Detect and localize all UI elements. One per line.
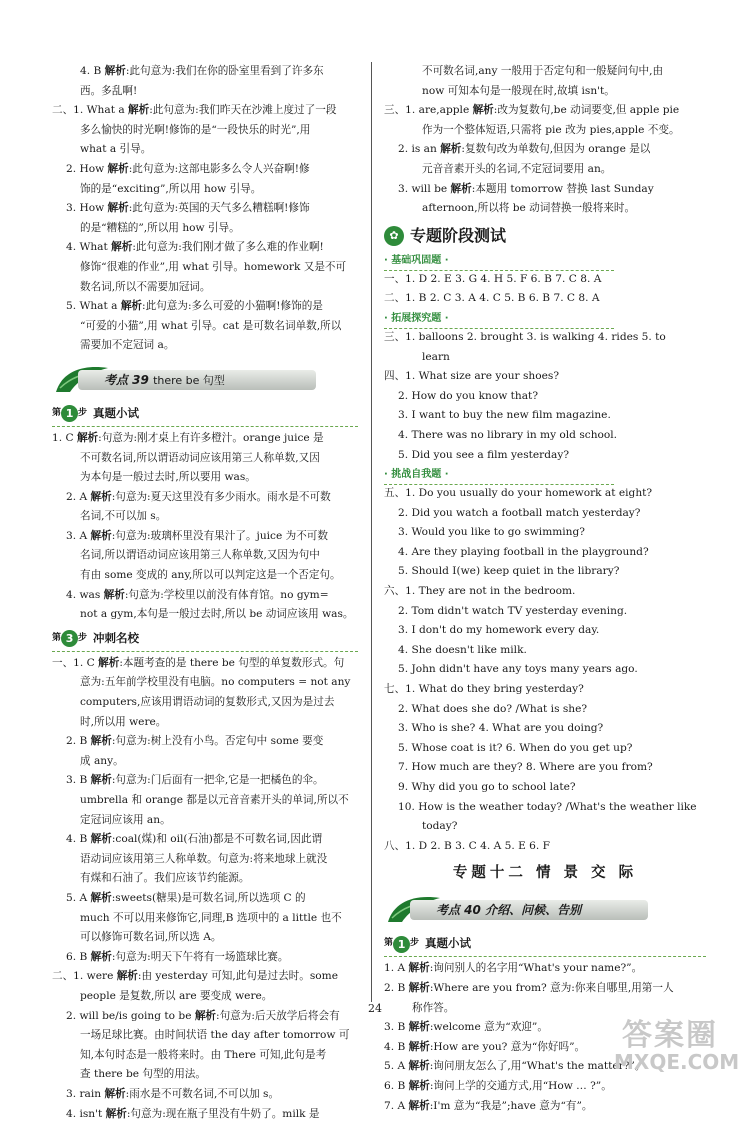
analysis-keyword: 解析	[105, 65, 126, 77]
answer-line: 二、1. were 解析:由 yesterday 可知,此句是过去时。some	[52, 967, 358, 987]
answer-line: 5. Should I(we) keep quiet in the library?	[384, 562, 706, 582]
answer-line: 5. What a 解析:此句意为:多么可爱的小猫啊!修饰的是	[52, 297, 358, 317]
step-3-suffix: 步	[78, 629, 87, 649]
answer-line: 3. will be 解析:本题用 tomorrow 替换 last Sunday	[384, 180, 706, 200]
step-3-number: 3	[61, 630, 78, 647]
answer-line: afternoon,所以将 be 动词替换一般将来时。	[384, 199, 706, 219]
answer-line: 三、1. are,apple 解析:改为复数句,be 动词要变,但 apple pie	[384, 101, 706, 121]
analysis-keyword: 解析	[409, 1041, 430, 1053]
left-step-3-answers	[52, 654, 358, 1124]
answer-line: 1. C 解析:句意为:刚才桌上有许多橙汁。orange juice 是	[52, 429, 358, 449]
answer-line: 修饰“很难的作业”,用 what 引导。homework 又是不可	[52, 258, 358, 278]
analysis-keyword: 解析	[108, 163, 129, 175]
answer-line: not a gym,本句是一般过去时,所以 be 动词应该用 was。	[52, 605, 358, 625]
challenge-subhead: · 挑战自我题 ·	[384, 465, 706, 484]
answer-line: 为本句是一般过去时,所以要用 was。	[52, 468, 358, 488]
answer-line: 称作答。	[384, 999, 706, 1019]
basic-answers	[384, 270, 706, 309]
answer-line: today?	[384, 817, 706, 837]
analysis-keyword: 解析	[104, 589, 125, 601]
analysis-keyword: 解析	[91, 774, 112, 786]
stage-test-title: 专题阶段测试	[410, 226, 506, 246]
page-number: 24	[0, 1002, 750, 1015]
topic-39-label: 考点 39	[104, 373, 149, 387]
step-3-prefix: 第	[52, 629, 61, 649]
answer-line: 4. B 解析:此句意为:我们在你的卧室里看到了许多东	[52, 62, 358, 82]
analysis-keyword: 解析	[409, 1060, 430, 1072]
step-1-number: 1	[393, 936, 410, 953]
answer-line: 的是“糟糕的”,所以用 how 引导。	[52, 219, 358, 239]
answer-line: 一、1. C 解析:本题考查的是 there be 句型的单复数形式。句	[52, 654, 358, 674]
answer-line: 饰的是“exciting”,所以用 how 引导。	[52, 180, 358, 200]
stage-test-header	[384, 223, 706, 249]
answer-line: 二、1. What a 解析:此句意为:我们昨天在沙滩上度过了一段	[52, 101, 358, 121]
answer-line: 3. Who is she? 4. What are you doing?	[384, 719, 706, 739]
answer-line: 1. A 解析:询问别人的名字用“What's your name?”。	[384, 959, 706, 979]
answer-line: 2. A 解析:句意为:夏天这里没有多少雨水。雨水是不可数	[52, 488, 358, 508]
answer-line: 名词,所以谓语动词应该用第三人称单数,又因为句中	[52, 546, 358, 566]
answer-line: learn	[384, 348, 706, 368]
topic-40-title	[436, 901, 581, 921]
answer-line: 三、1. balloons 2. brought 3. is walking 4. rides 5. to	[384, 328, 706, 348]
analysis-keyword: 解析	[91, 951, 112, 963]
answer-line: 4. isn't 解析:句意为:现在瓶子里没有牛奶了。milk 是	[52, 1105, 358, 1124]
topic-39-banner	[52, 362, 358, 396]
answer-line: 有煤和石油了。我们应该节约能源。	[52, 869, 358, 889]
analysis-keyword: 解析	[409, 1080, 430, 1092]
analysis-keyword: 解析	[409, 982, 430, 994]
answer-line: 需要加不定冠词 a。	[52, 336, 358, 356]
answer-line: 4. B 解析:coal(煤)和 oil(石油)都是不可数名词,因此谓	[52, 830, 358, 850]
answer-line: 数名词,所以不需要加冠词。	[52, 278, 358, 298]
step-1-suffix: 步	[78, 404, 87, 424]
answer-line: 一场足球比赛。由时间状语 the day after tomorrow 可	[52, 1026, 358, 1046]
topic-39-title	[104, 371, 225, 391]
extend-answers	[384, 328, 706, 465]
step-1-number: 1	[61, 405, 78, 422]
topic-40-label: 考点 40	[436, 903, 481, 917]
answer-line: 6. B 解析:句意为:明天下午将有一场篮球比赛。	[52, 948, 358, 968]
answer-line: 一、1. D 2. E 3. G 4. H 5. F 6. B 7. C 8. A	[384, 270, 706, 290]
right-top-answers	[384, 62, 706, 219]
left-column	[52, 62, 358, 1124]
answer-line: 9. Why did you go to school late?	[384, 778, 706, 798]
analysis-keyword: 解析	[111, 241, 132, 253]
answer-line: 6. B 解析:询问上学的交通方式,用“How … ?”。	[384, 1077, 706, 1097]
answer-line: 3. B 解析:句意为:门后面有一把伞,它是一把橘色的伞。	[52, 771, 358, 791]
answer-line: 7. How much are they? 8. Where are you from?	[384, 758, 706, 778]
answer-line: 2. Did you watch a football match yesterday?	[384, 504, 706, 524]
answer-line: 可以修饰可数名词,所以选 A。	[52, 928, 358, 948]
answer-line: 时,所以用 were。	[52, 713, 358, 733]
answer-line: 5. Whose coat is it? 6. When do you get up?	[384, 739, 706, 759]
analysis-keyword: 解析	[91, 530, 112, 542]
analysis-keyword: 解析	[117, 970, 138, 982]
answer-line: 六、1. They are not in the bedroom.	[384, 582, 706, 602]
watermark-logo: 答案圈 MXQE.COM	[600, 1010, 740, 1076]
basic-subhead: · 基础巩固题 ·	[384, 251, 706, 270]
extend-subhead: · 拓展探究题 ·	[384, 309, 706, 328]
answer-line: 4. was 解析:句意为:学校里以前没有体育馆。no gym=	[52, 586, 358, 606]
answer-line: 五、1. Do you usually do your homework at eight?	[384, 484, 706, 504]
analysis-keyword: 解析	[440, 143, 461, 155]
answer-line: what a 引导。	[52, 140, 358, 160]
answer-line: 2. B 解析:句意为:树上没有小鸟。否定句中 some 要变	[52, 732, 358, 752]
answer-line: 作为一个整体短语,只需将 pie 改为 pies,apple 不变。	[384, 121, 706, 141]
step-1-prefix: 第	[52, 404, 61, 424]
answer-line: 2. How do you know that?	[384, 387, 706, 407]
answer-line: 4. B 解析:How are you? 意为“你好吗”。	[384, 1038, 706, 1058]
step-1-header	[52, 404, 358, 427]
answer-line: 不可数名词,所以谓语动词应该用第三人称单数,又因	[52, 449, 358, 469]
answer-line: 3. rain 解析:雨水是不可数名词,不可以加 s。	[52, 1085, 358, 1105]
answer-line: 3. A 解析:句意为:玻璃杯里没有果汁了。juice 为不可数	[52, 527, 358, 547]
step-1-suffix: 步	[410, 934, 419, 954]
answer-line: 3. B 解析:welcome 意为“欢迎”。	[384, 1018, 706, 1038]
answer-line: 2. is an 解析:复数句改为单数句,但因为 orange 是以	[384, 140, 706, 160]
answer-line: 语动词应该用第三人称单数。句意为:将来地球上就没	[52, 850, 358, 870]
analysis-keyword: 解析	[104, 1088, 125, 1100]
topic-12-title: 专题十二 情 景 交 际	[384, 860, 706, 886]
answer-line: 2. will be/is going to be 解析:句意为:后天放学后将会有	[52, 1007, 358, 1027]
answer-line: 西。多乱啊!	[52, 82, 358, 102]
answer-line: 5. A 解析:询问朋友怎么了,用“What's the matter?”。	[384, 1057, 706, 1077]
analysis-keyword: 解析	[91, 735, 112, 747]
answer-line: now 可知本句是一般现在时,故填 isn't。	[384, 82, 706, 102]
analysis-keyword: 解析	[91, 833, 112, 845]
answer-line: 有由 some 变成的 any,所以可以判定这是一个否定句。	[52, 566, 358, 586]
answer-line: 意为:五年前学校里没有电脑。no computers = not any	[52, 673, 358, 693]
analysis-keyword: 解析	[108, 202, 129, 214]
answer-line: 元音音素开头的名词,不定冠词要用 an。	[384, 160, 706, 180]
answer-line: 5. Did you see a film yesterday?	[384, 446, 706, 466]
answer-line: 八、1. D 2. B 3. C 4. A 5. E 6. F	[384, 837, 706, 857]
analysis-keyword: 解析	[473, 104, 494, 116]
answer-line: 查 there be 句型的用法。	[52, 1065, 358, 1085]
analysis-keyword: 解析	[451, 183, 472, 195]
analysis-keyword: 解析	[195, 1010, 216, 1022]
answer-line: 多么愉快的时光啊!修饰的是“一段快乐的时光”,用	[52, 121, 358, 141]
answer-line: 5. A 解析:sweets(糖果)是可数名词,所以选项 C 的	[52, 889, 358, 909]
answer-line: people 是复数,所以 are 要变成 were。	[52, 987, 358, 1007]
answer-line: 2. Tom didn't watch TV yesterday evening.	[384, 602, 706, 622]
answer-line: 名词,不可以加 s。	[52, 507, 358, 527]
step-3-title: 冲刺名校	[93, 631, 139, 645]
analysis-keyword: 解析	[91, 491, 112, 503]
step-1-title: 真题小试	[425, 936, 471, 950]
answer-line: 四、1. What size are your shoes?	[384, 367, 706, 387]
topic-40-text: 介绍、问候、告别	[485, 903, 581, 917]
answer-line: computers,应该用谓语动词的复数形式,又因为是过去	[52, 693, 358, 713]
analysis-keyword: 解析	[106, 1108, 127, 1120]
analysis-keyword: 解析	[98, 657, 119, 669]
answer-line: 2. What does she do? /What is she?	[384, 700, 706, 720]
answer-line: umbrella 和 orange 都是以元音音素开头的单词,所以不	[52, 791, 358, 811]
answer-line: 2. B 解析:Where are you from? 意为:你来自哪里,用第一人	[384, 979, 706, 999]
answer-line: 5. John didn't have any toys many years ago.	[384, 660, 706, 680]
analysis-keyword: 解析	[128, 104, 149, 116]
left-step-1-answers	[52, 429, 358, 625]
analysis-keyword: 解析	[409, 1021, 430, 1033]
answer-line: 3. How 解析:此句意为:英国的天气多么糟糕啊!修饰	[52, 199, 358, 219]
topic-40-banner	[384, 892, 706, 926]
answer-line: 4. What 解析:此句意为:我们刚才做了多么难的作业啊!	[52, 238, 358, 258]
topic-39-text: there be 句型	[153, 374, 225, 387]
analysis-keyword: 解析	[91, 892, 112, 904]
answer-line: 4. Are they playing football in the playground?	[384, 543, 706, 563]
step-1-prefix: 第	[384, 934, 393, 954]
answer-line: 7. A 解析:I'm 意为“我是”;have 意为“有”。	[384, 1097, 706, 1117]
answer-line: 成 any。	[52, 752, 358, 772]
stage-test-icon: ✿	[384, 226, 404, 246]
left-top-answers	[52, 62, 358, 356]
step-3-header	[52, 629, 358, 652]
answer-line: 3. Would you like to go swimming?	[384, 523, 706, 543]
answer-line: 知,本句时态是一般将来时。由 There 可知,此句是考	[52, 1046, 358, 1066]
answer-line: 定冠词应该用 an。	[52, 811, 358, 831]
analysis-keyword: 解析	[77, 432, 98, 444]
analysis-keyword: 解析	[409, 962, 430, 974]
answer-line: much 不可以用来修饰它,同理,B 选项中的 a little 也不	[52, 909, 358, 929]
challenge-answers	[384, 484, 706, 856]
column-divider	[371, 62, 372, 1002]
right-column	[384, 62, 706, 1116]
answer-line: 3. I want to buy the new film magazine.	[384, 406, 706, 426]
answer-line: 10. How is the weather today? /What's the weather like	[384, 798, 706, 818]
answer-line: 4. There was no library in my old school.	[384, 426, 706, 446]
answer-line: 4. She doesn't like milk.	[384, 641, 706, 661]
answer-line: 不可数名词,any 一般用于否定句和一般疑问句中,由	[384, 62, 706, 82]
answer-line: 3. I don't do my homework every day.	[384, 621, 706, 641]
step-1-title: 真题小试	[93, 406, 139, 420]
step-1-header-right	[384, 934, 706, 957]
answer-line: “可爱的小猫”,用 what 引导。cat 是可数名词单数,所以	[52, 317, 358, 337]
answer-line: 二、1. B 2. C 3. A 4. C 5. B 6. B 7. C 8. A	[384, 289, 706, 309]
analysis-keyword: 解析	[121, 300, 142, 312]
analysis-keyword: 解析	[409, 1100, 430, 1112]
answer-line: 2. How 解析:此句意为:这部电影多么令人兴奋啊!修	[52, 160, 358, 180]
answer-line: 七、1. What do they bring yesterday?	[384, 680, 706, 700]
